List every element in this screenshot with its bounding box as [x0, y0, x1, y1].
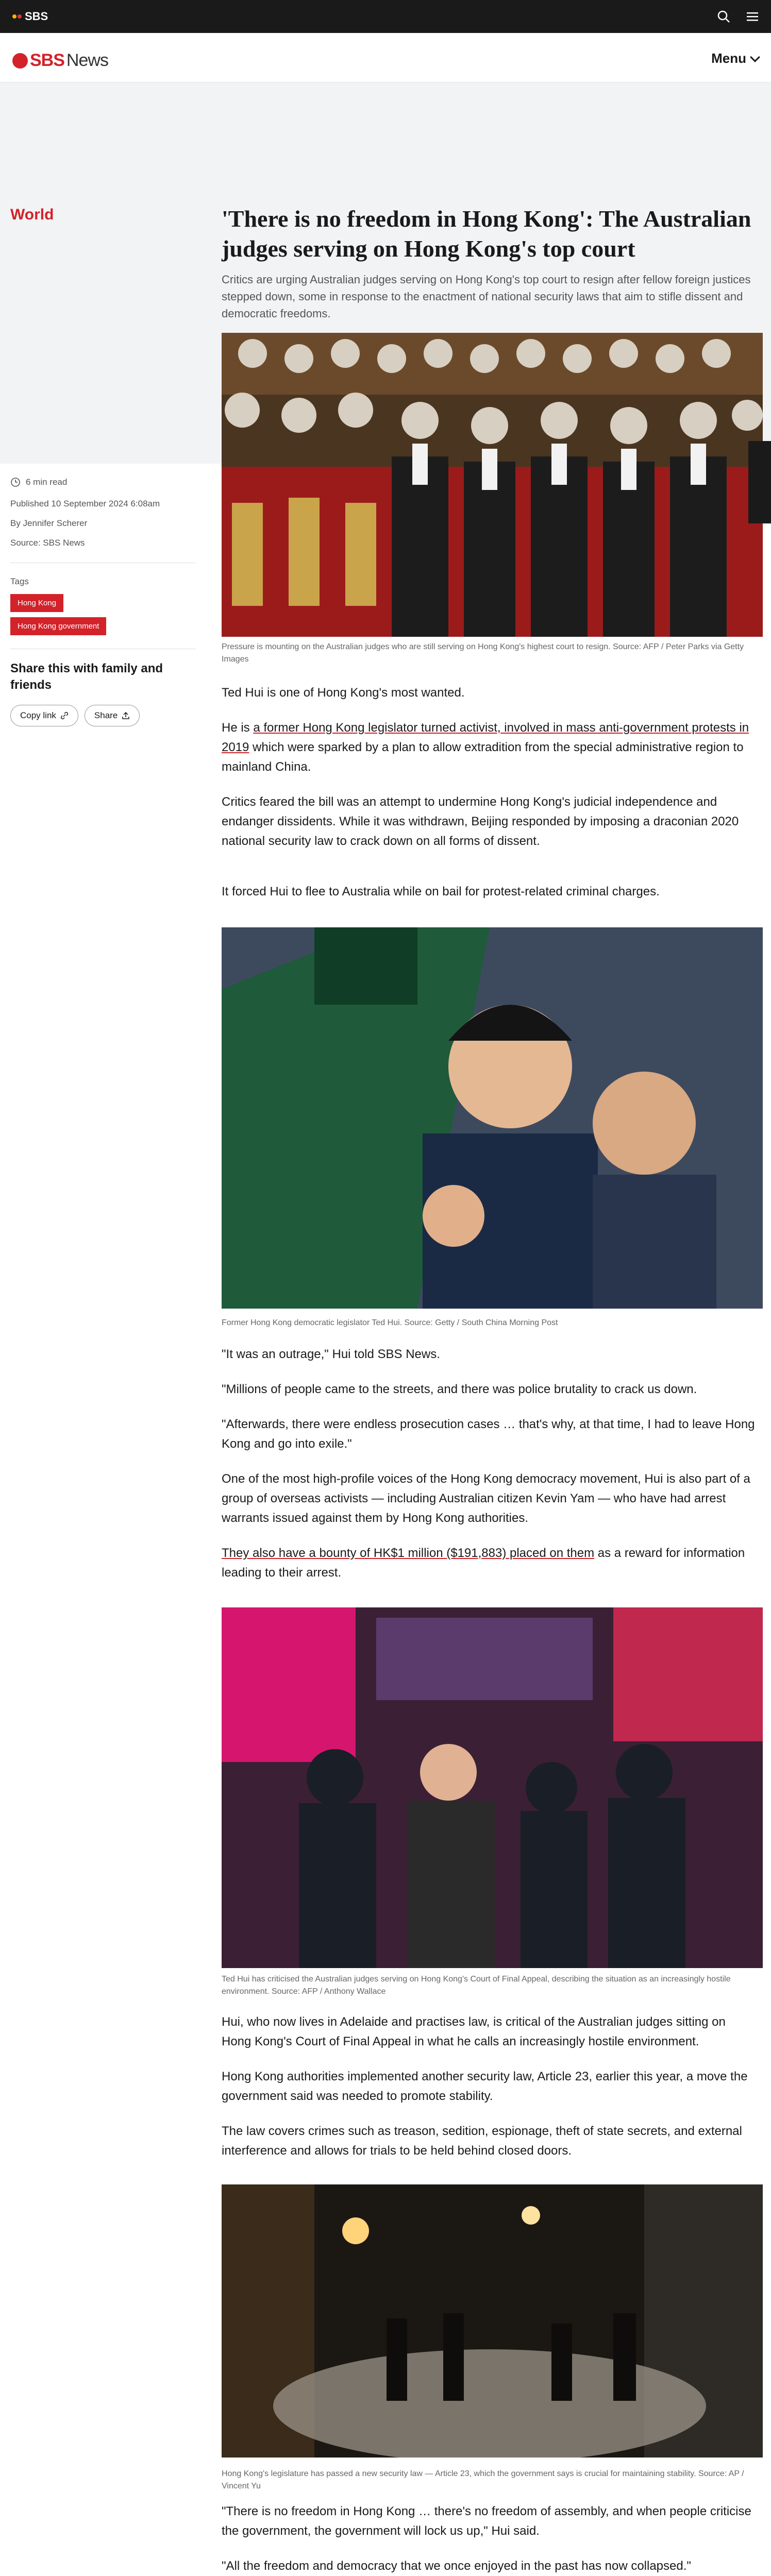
author: By Jennifer Scherer	[10, 518, 88, 528]
ted-hui-photo	[222, 927, 763, 1309]
article-headline: 'There is no freedom in Hong Kong': The Australian judges serving on Hong Kong's top court	[222, 206, 751, 262]
tag-hong-kong-government[interactable]: Hong Kong government	[10, 617, 106, 635]
paragraph: "There is no freedom in Hong Kong … there's no freedom of assembly, and when people criticise the government, the government will lock us up," Hui said.	[222, 2504, 751, 2538]
article-body-2	[222, 1345, 758, 1598]
chevron-down-icon	[750, 52, 760, 62]
article-body-3	[222, 2012, 758, 2176]
paragraph	[222, 718, 758, 777]
paragraph: One of the most high-profile voices of the Hong Kong democracy movement, Hui is also part of a group of overseas activists — including Australian citizen Kevin Yam — who have had arrest warrants issued against them by Hong Kong authorities.	[222, 1472, 750, 1525]
top-bar	[0, 0, 771, 33]
police-photo	[222, 1607, 763, 1968]
sbs-logo[interactable]	[12, 10, 48, 23]
news-logo-sbs: SBS	[30, 50, 64, 70]
paragraph: "Millions of people came to the streets, and there was police brutality to crack us down.	[222, 1382, 697, 1396]
hero-caption: Pressure is mounting on the Australian judges who are still serving on Hong Kong's highest court to resign. Source: AFP / Peter Parks via Getty Images	[222, 642, 744, 664]
bounty-link[interactable]: They also have a bounty of HK$1 million ($191,883) placed on them	[222, 1546, 595, 1560]
ted-hui-caption: Former Hong Kong democratic legislator Ted Hui. Source: Getty / South China Morning Post	[222, 1318, 558, 1327]
sbs-news-logo-mark	[12, 53, 28, 69]
article-source: Source: SBS News	[10, 538, 85, 548]
street-caption: Hong Kong's legislature has passed a new security law — Article 23, which the government says is crucial for maintaining stability. Source: AP / Vincent Yu	[222, 2469, 744, 2490]
menu-button[interactable]	[711, 50, 759, 66]
published-date: Published 10 September 2024 6:08am	[10, 499, 160, 509]
article-meta	[10, 477, 196, 726]
street-protest-photo	[222, 2184, 763, 2458]
paragraph: Critics feared the bill was an attempt to undermine Hong Kong's judicial independence and endanger dissidents. While it was withdrawn, Beijing responded by imposing a draconian 2020 national security law to crack down on all forms of dissent.	[222, 795, 739, 848]
article-body-4	[222, 2502, 758, 2576]
link-icon	[60, 711, 69, 720]
protests-link[interactable]: a former Hong Kong legislator turned activist, involved in mass anti-government protests in 2019	[222, 721, 749, 754]
paragraph: Ted Hui is one of Hong Kong's most wanted.	[222, 686, 465, 700]
tags-label: Tags	[10, 563, 196, 587]
paragraph: "All the freedom and democracy that we once enjoyed in the past has now collapsed."	[222, 2559, 691, 2573]
text-run: as a reward for information leading to their arrest.	[222, 1546, 745, 1580]
paragraph: The law covers crimes such as treason, sedition, espionage, theft of state secrets, and external interference and allows for trials to be held behind closed doors.	[222, 2124, 742, 2158]
article-body-1	[222, 683, 758, 917]
article-standfirst: Critics are urging Australian judges serving on Hong Kong's top court to resign after fellow foreign justices stepped down, some in response to the enactment of national security laws that aim to stifle dissent and democratic freedoms.	[222, 273, 751, 320]
read-time: 6 min read	[26, 477, 68, 487]
text-run: which were sparked by a plan to allow extradition from the special administrative region to mainland China.	[222, 740, 744, 774]
share-title: Share this with family and friends	[10, 649, 196, 693]
copy-link-button[interactable]	[10, 705, 78, 726]
share-icon	[122, 711, 130, 720]
hero-image	[222, 333, 763, 637]
paragraph: Hong Kong authorities implemented another security law, Article 23, earlier this year, a move the government said was needed to promote stability.	[222, 2070, 748, 2103]
paragraph: It forced Hui to flee to Australia while on bail for protest-related criminal charges.	[222, 885, 660, 899]
share-label: Share	[94, 710, 118, 720]
paragraph: "It was an outrage," Hui told SBS News.	[222, 1347, 440, 1361]
copy-link-label: Copy link	[20, 710, 56, 720]
paragraph: "Afterwards, there were endless prosecution cases … that's why, at that time, I had to leave Hong Kong and go into exile."	[222, 1417, 755, 1451]
share-button[interactable]	[85, 705, 140, 726]
paragraph	[222, 1544, 758, 1583]
sbs-news-logo[interactable]	[12, 50, 108, 71]
news-header	[0, 33, 771, 82]
police-caption: Ted Hui has criticised the Australian judges serving on Hong Kong's Court of Final Appeal, describing the situation as an increasingly hostile environment. Source: AFP / Anthony Wallace	[222, 1975, 731, 1996]
paragraph: Hui, who now lives in Adelaide and practises law, is critical of the Australian judges sitting on Hong Kong's Court of Final Appeal in what he calls an increasingly hostile environment.	[222, 2015, 726, 2048]
tag-hong-kong[interactable]: Hong Kong	[10, 594, 63, 612]
clock-icon	[10, 477, 21, 487]
text-run: He is	[222, 721, 254, 735]
hamburger-icon[interactable]	[745, 9, 760, 24]
sbs-logo-mark	[12, 14, 22, 19]
section-link-world[interactable]: World	[10, 206, 54, 223]
search-icon[interactable]	[716, 9, 731, 24]
sbs-logo-text: SBS	[25, 10, 48, 23]
side-feedback-tab[interactable]	[748, 441, 771, 523]
menu-label: Menu	[711, 50, 746, 66]
news-logo-news: News	[66, 50, 108, 70]
